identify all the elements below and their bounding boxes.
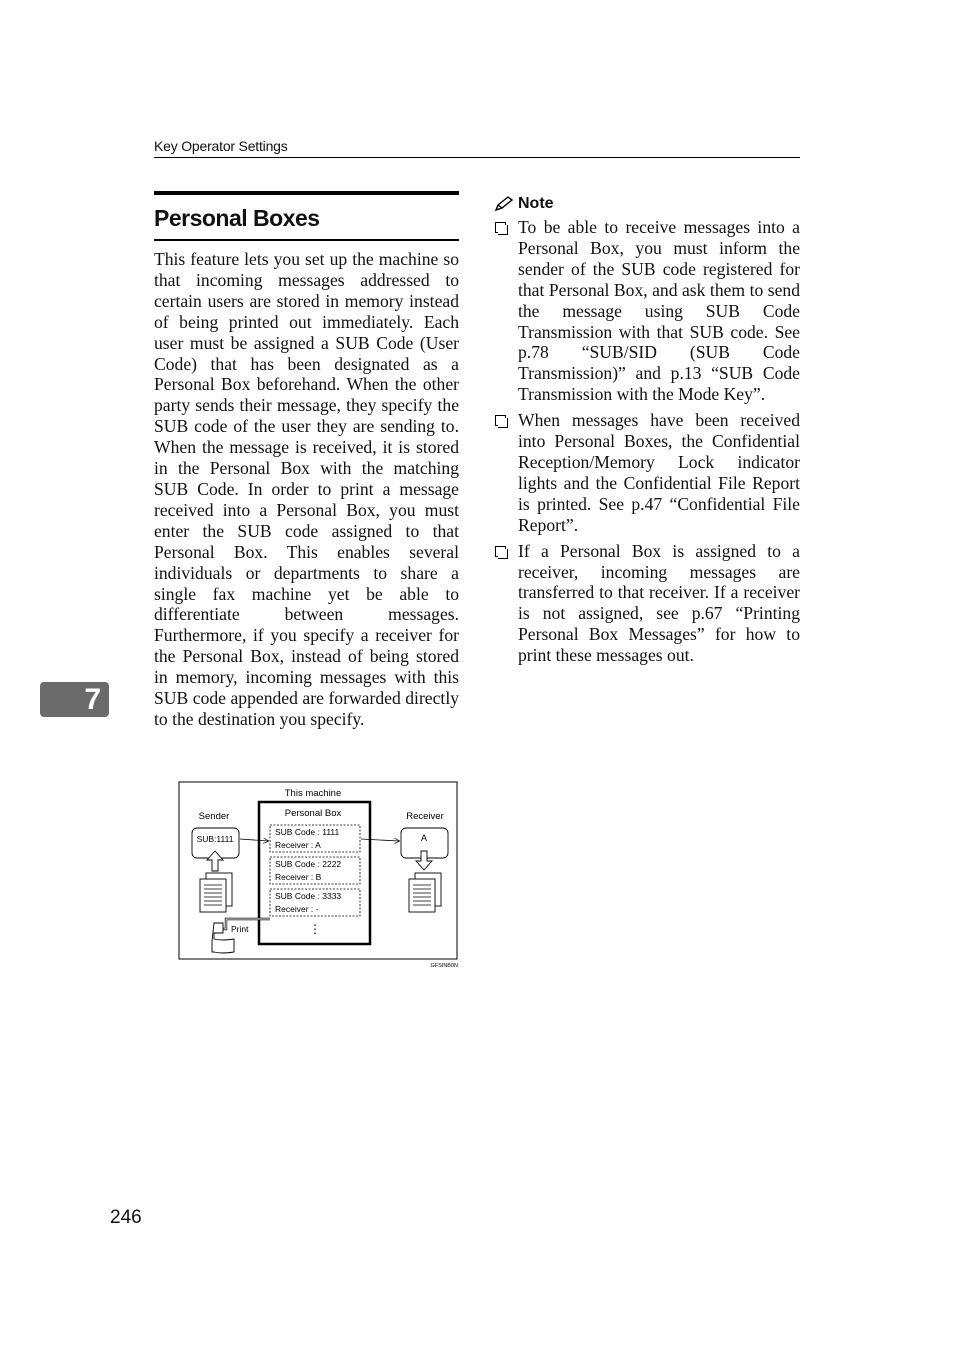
note-heading xyxy=(494,193,800,215)
sender-to-box-arrow xyxy=(240,839,268,841)
chapter-tab: 7 xyxy=(40,682,109,717)
box-sub-code: SUB Code : 2222 xyxy=(275,859,342,869)
receiver-document-icon xyxy=(409,873,441,912)
sender-document-icon xyxy=(200,873,232,912)
receiver-id: A xyxy=(420,833,428,843)
box-sub-code: SUB Code : 3333 xyxy=(275,891,342,901)
more-boxes-ellipsis: ⋮ xyxy=(309,922,321,936)
page-number: 246 xyxy=(110,1207,142,1228)
box-receiver: Receiver : - xyxy=(275,904,319,914)
receiver-label: Receiver xyxy=(406,811,444,822)
note-item-text: To be able to receive messages into a Personal Box, you must inform the sender of the SUB code registered for that Personal Box, and ask them to send the message using SUB Code Transmission with that SUB code. See p.78 “SUB/SID (SUB Code Transmission)” and p.13 “SUB Code Transmission with the Mode Key”. xyxy=(518,217,800,405)
print-label: Print xyxy=(231,924,249,934)
box-sub-code: SUB Code : 1111 xyxy=(275,827,340,837)
note-item xyxy=(494,541,800,666)
box-to-receiver-arrow xyxy=(361,839,399,841)
figure-code: GFSINB0N xyxy=(430,963,458,969)
note-label: Note xyxy=(518,195,554,212)
note-item xyxy=(494,410,800,535)
note-item-text: When messages have been received into Personal Boxes, the Confidential Reception/Memory Lock indicator lights and the Confidential File Report is printed. See p.47 “Confidential File Report”. xyxy=(518,410,800,535)
note-item xyxy=(494,217,800,405)
section-body: This feature lets you set up the machine so that incoming messages addressed to certain users are stored in memory instead of being printed out immediately. Each user must be assigned a SUB Code (User Code) that has been designated as a Personal Box beforehand. When the other party sends their message, they specify the SUB code of the user they are sending to. When the message is received, it is stored in the Personal Box with the matching SUB Code. In order to print a message received into a Personal Box, you must enter the SUB code assigned to that Personal Box. This enables several individuals or departments to share a single fax machine yet be able to differentiate between messages. Furthermore, if you specify a receiver for the Personal Box, instead of being stored in memory, incoming messages with this SUB code appended are forwarded directly to the destination you specify. xyxy=(154,249,459,729)
sender-label: Sender xyxy=(198,811,230,822)
diagram-svg xyxy=(178,781,462,971)
checkbox-bullet-icon xyxy=(495,546,506,557)
note-column xyxy=(494,193,800,671)
box-receiver: Receiver : A xyxy=(275,840,321,850)
sender-sub-code: SUB:1111 xyxy=(196,834,234,844)
left-column xyxy=(154,191,459,730)
running-header: Key Operator Settings xyxy=(154,138,800,158)
personal-box-diagram xyxy=(178,781,462,976)
note-list xyxy=(494,217,800,666)
personal-box-label: Personal Box xyxy=(284,808,342,819)
pencil-icon xyxy=(494,196,514,212)
machine-label: This machine xyxy=(284,788,342,799)
note-item-text: If a Personal Box is assigned to a receiver, incoming messages are transferred to that receiver. If a receiver is not assigned, see p.67 “Printing Personal Box Messages” for how to print these messages out. xyxy=(518,540,800,666)
checkbox-bullet-icon xyxy=(495,415,506,426)
checkbox-bullet-icon xyxy=(495,222,506,233)
section-title: Personal Boxes xyxy=(154,195,459,241)
box-receiver: Receiver : B xyxy=(275,872,322,882)
